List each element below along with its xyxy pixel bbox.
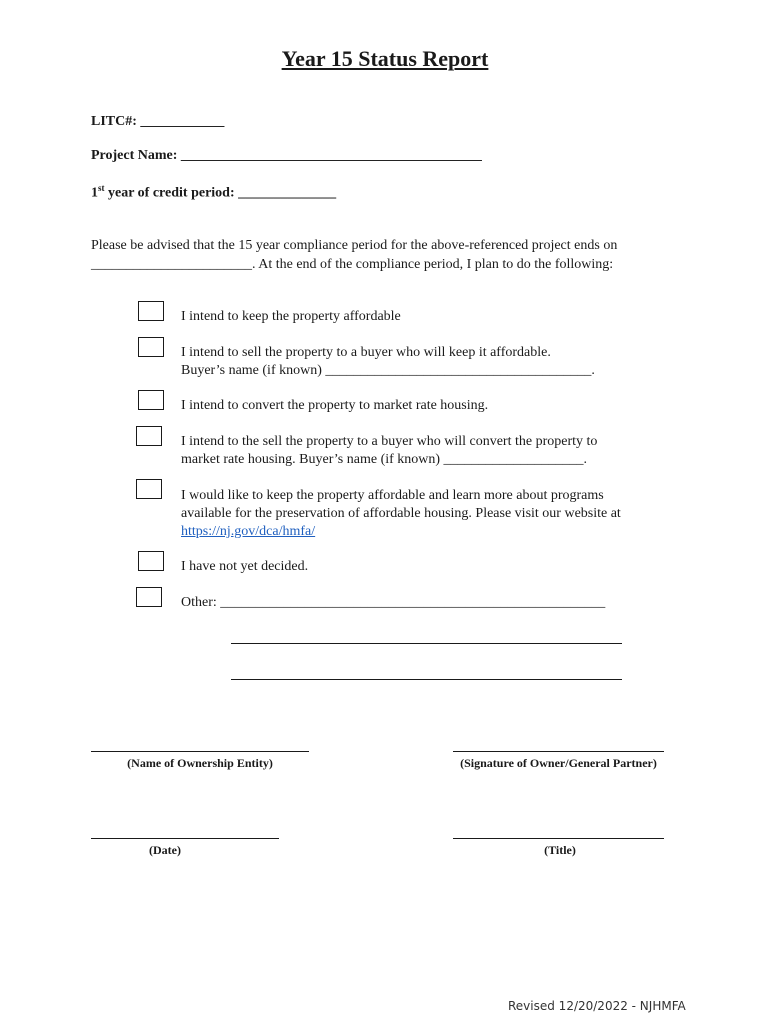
option-convert-market-rate: I intend to convert the property to market rate housing. — [181, 398, 489, 413]
signature-label: (Signature of Owner/General Partner) — [460, 756, 657, 770]
title-line[interactable] — [453, 838, 664, 839]
credit-year-number: 1 — [91, 185, 98, 201]
option-sell-keep-line-2[interactable]: Buyer’s name (if known) ______________________________________. — [181, 363, 595, 378]
option-sell-convert-line-2[interactable]: market rate housing. Buyer’s name (if known) ____________________. — [181, 452, 588, 467]
ownership-entity-line[interactable] — [91, 751, 309, 752]
checkbox-sell-convert[interactable] — [136, 426, 162, 446]
page-title: Year 15 Status Report — [281, 46, 489, 71]
other-line-3[interactable] — [231, 679, 622, 680]
ownership-entity-label: (Name of Ownership Entity) — [127, 756, 273, 770]
option-sell-convert-line-1: I intend to the sell the property to a buyer who will convert the property to — [181, 434, 598, 449]
project-name-field[interactable]: Project Name: ___________________________________________ — [91, 148, 482, 163]
intro-line-2: _______________________. At the end of the compliance period, I plan to do the following: — [91, 257, 614, 272]
hmfa-website-link[interactable]: https://nj.gov/dca/hmfa/ — [181, 524, 316, 539]
option-learn-more-line-1: I would like to keep the property affordable and learn more about programs — [181, 488, 604, 503]
credit-period-field[interactable] — [91, 183, 336, 202]
checkbox-other[interactable] — [136, 587, 162, 607]
litc-field[interactable]: LITC#: ____________ — [91, 114, 225, 129]
checkbox-keep-affordable[interactable] — [138, 301, 164, 321]
option-sell-keep-line-1: I intend to sell the property to a buyer who will keep it affordable. — [181, 345, 551, 360]
checkbox-sell-keep-affordable[interactable] — [138, 337, 164, 357]
option-not-decided: I have not yet decided. — [181, 559, 309, 574]
revision-footer: Revised 12/20/2022 - NJHMFA — [508, 999, 686, 1013]
date-label: (Date) — [149, 843, 181, 857]
checkbox-convert-market-rate[interactable] — [138, 390, 164, 410]
option-other[interactable]: Other: _______________________________________________________ — [181, 595, 606, 610]
credit-year-ordinal: st — [98, 183, 105, 193]
option-learn-more-line-2: available for the preservation of affordable housing. Please visit our website at — [181, 506, 621, 521]
signature-line[interactable] — [453, 751, 664, 752]
intro-line-1: Please be advised that the 15 year compliance period for the above-referenced project ends on — [91, 238, 618, 253]
other-line-2[interactable] — [231, 643, 622, 644]
title-label: (Title) — [544, 843, 576, 857]
date-line[interactable] — [91, 838, 279, 839]
credit-year-label: year of credit period: ______________ — [104, 185, 337, 201]
option-keep-affordable: I intend to keep the property affordable — [181, 309, 401, 324]
checkbox-learn-more[interactable] — [136, 479, 162, 499]
checkbox-not-decided[interactable] — [138, 551, 164, 571]
